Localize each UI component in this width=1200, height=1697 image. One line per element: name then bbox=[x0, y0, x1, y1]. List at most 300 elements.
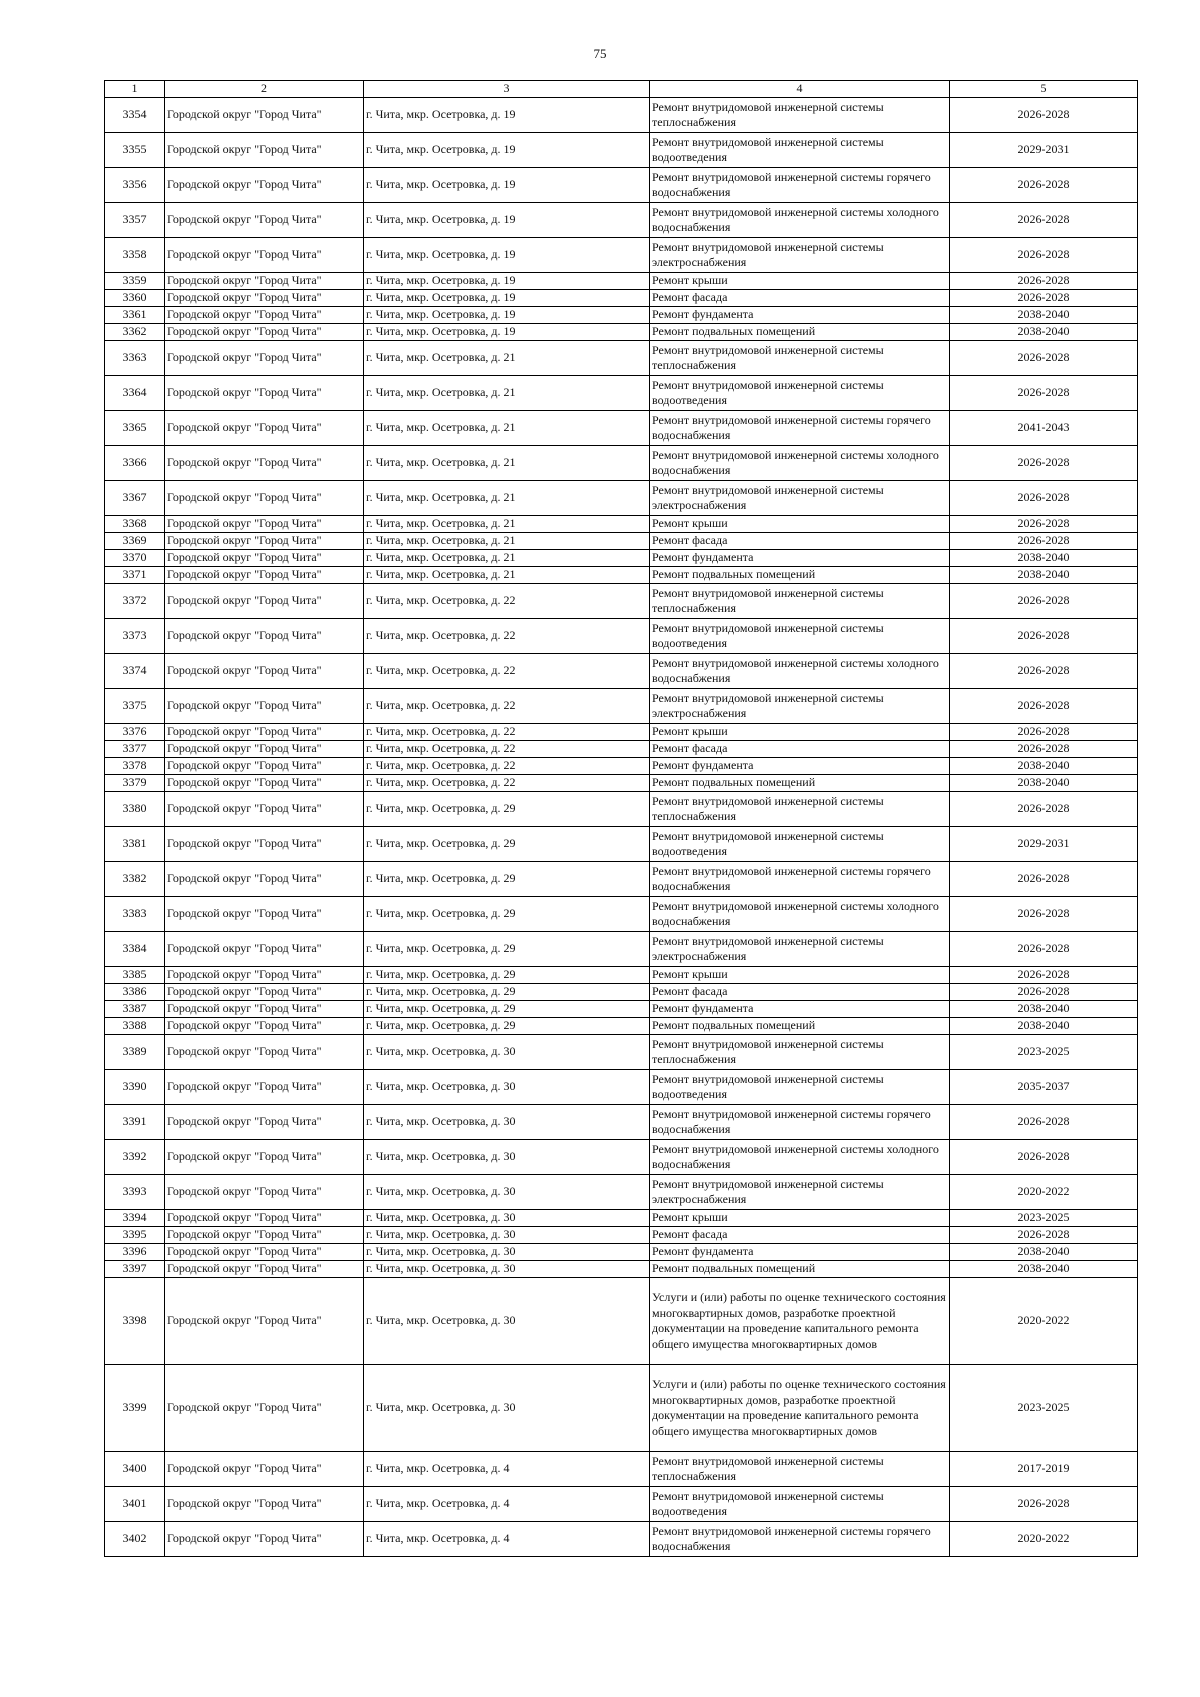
address-cell: г. Чита, мкр. Осетровка, д. 22 bbox=[364, 654, 650, 689]
row-number-cell: 3390 bbox=[105, 1070, 165, 1105]
table-row bbox=[105, 724, 1138, 741]
work-type-cell: Ремонт внутридомовой инженерной системы электроснабжения bbox=[650, 238, 950, 273]
address-cell: г. Чита, мкр. Осетровка, д. 30 bbox=[364, 1261, 650, 1278]
period-cell: 2026-2028 bbox=[950, 376, 1138, 411]
work-type-cell: Ремонт внутридомовой инженерной системы водоотведения bbox=[650, 619, 950, 654]
table-row bbox=[105, 689, 1138, 724]
row-number-cell: 3356 bbox=[105, 168, 165, 203]
period-cell: 2029-2031 bbox=[950, 133, 1138, 168]
period-cell: 2023-2025 bbox=[950, 1365, 1138, 1452]
work-type-cell: Ремонт подвальных помещений bbox=[650, 1261, 950, 1278]
address-cell: г. Чита, мкр. Осетровка, д. 21 bbox=[364, 533, 650, 550]
column-header-5: 5 bbox=[950, 81, 1138, 98]
municipality-cell: Городской округ "Город Чита" bbox=[165, 584, 364, 619]
address-cell: г. Чита, мкр. Осетровка, д. 19 bbox=[364, 98, 650, 133]
work-type-cell: Ремонт внутридомовой инженерной системы электроснабжения bbox=[650, 689, 950, 724]
table-row bbox=[105, 1210, 1138, 1227]
table-row bbox=[105, 290, 1138, 307]
work-type-cell: Ремонт внутридомовой инженерной системы водоотведения bbox=[650, 1070, 950, 1105]
period-cell: 2026-2028 bbox=[950, 168, 1138, 203]
row-number-cell: 3363 bbox=[105, 341, 165, 376]
period-cell: 2026-2028 bbox=[950, 238, 1138, 273]
row-number-cell: 3392 bbox=[105, 1140, 165, 1175]
address-cell: г. Чита, мкр. Осетровка, д. 22 bbox=[364, 775, 650, 792]
work-type-cell: Ремонт внутридомовой инженерной системы водоотведения bbox=[650, 827, 950, 862]
period-cell: 2026-2028 bbox=[950, 932, 1138, 967]
work-type-cell: Ремонт внутридомовой инженерной системы холодного водоснабжения bbox=[650, 654, 950, 689]
row-number-cell: 3355 bbox=[105, 133, 165, 168]
municipality-cell: Городской округ "Город Чита" bbox=[165, 689, 364, 724]
row-number-cell: 3367 bbox=[105, 481, 165, 516]
municipality-cell: Городской округ "Город Чита" bbox=[165, 341, 364, 376]
address-cell: г. Чита, мкр. Осетровка, д. 4 bbox=[364, 1487, 650, 1522]
table-header bbox=[105, 81, 1138, 98]
work-type-cell: Ремонт внутридомовой инженерной системы теплоснабжения bbox=[650, 1035, 950, 1070]
address-cell: г. Чита, мкр. Осетровка, д. 21 bbox=[364, 376, 650, 411]
period-cell: 2026-2028 bbox=[950, 273, 1138, 290]
municipality-cell: Городской округ "Город Чита" bbox=[165, 1035, 364, 1070]
address-cell: г. Чита, мкр. Осетровка, д. 21 bbox=[364, 411, 650, 446]
table-row bbox=[105, 1522, 1138, 1557]
work-type-cell: Ремонт внутридомовой инженерной системы теплоснабжения bbox=[650, 341, 950, 376]
work-type-cell: Ремонт фасада bbox=[650, 984, 950, 1001]
address-cell: г. Чита, мкр. Осетровка, д. 19 bbox=[364, 168, 650, 203]
address-cell: г. Чита, мкр. Осетровка, д. 29 bbox=[364, 932, 650, 967]
row-number-cell: 3401 bbox=[105, 1487, 165, 1522]
row-number-cell: 3361 bbox=[105, 307, 165, 324]
municipality-cell: Городской округ "Город Чита" bbox=[165, 862, 364, 897]
period-cell: 2038-2040 bbox=[950, 1018, 1138, 1035]
period-cell: 2026-2028 bbox=[950, 967, 1138, 984]
municipality-cell: Городской округ "Город Чита" bbox=[165, 1244, 364, 1261]
address-cell: г. Чита, мкр. Осетровка, д. 4 bbox=[364, 1452, 650, 1487]
row-number-cell: 3372 bbox=[105, 584, 165, 619]
period-cell: 2026-2028 bbox=[950, 724, 1138, 741]
register-table bbox=[104, 80, 1138, 1557]
table-row bbox=[105, 1175, 1138, 1210]
table-row bbox=[105, 1244, 1138, 1261]
municipality-cell: Городской округ "Город Чита" bbox=[165, 1227, 364, 1244]
table-row bbox=[105, 654, 1138, 689]
work-type-cell: Ремонт внутридомовой инженерной системы теплоснабжения bbox=[650, 584, 950, 619]
row-number-cell: 3373 bbox=[105, 619, 165, 654]
municipality-cell: Городской округ "Город Чита" bbox=[165, 1365, 364, 1452]
municipality-cell: Городской округ "Город Чита" bbox=[165, 1001, 364, 1018]
municipality-cell: Городской округ "Город Чита" bbox=[165, 98, 364, 133]
table-row bbox=[105, 584, 1138, 619]
table-row bbox=[105, 533, 1138, 550]
municipality-cell: Городской округ "Город Чита" bbox=[165, 1522, 364, 1557]
address-cell: г. Чита, мкр. Осетровка, д. 22 bbox=[364, 724, 650, 741]
table-row bbox=[105, 1452, 1138, 1487]
period-cell: 2026-2028 bbox=[950, 862, 1138, 897]
address-cell: г. Чита, мкр. Осетровка, д. 21 bbox=[364, 446, 650, 481]
table-row bbox=[105, 168, 1138, 203]
municipality-cell: Городской округ "Город Чита" bbox=[165, 1175, 364, 1210]
table-row bbox=[105, 550, 1138, 567]
row-number-cell: 3365 bbox=[105, 411, 165, 446]
period-cell: 2038-2040 bbox=[950, 307, 1138, 324]
row-number-cell: 3395 bbox=[105, 1227, 165, 1244]
table-row bbox=[105, 481, 1138, 516]
table-row bbox=[105, 792, 1138, 827]
table-row bbox=[105, 932, 1138, 967]
municipality-cell: Городской округ "Город Чита" bbox=[165, 567, 364, 584]
work-type-cell: Ремонт внутридомовой инженерной системы горячего водоснабжения bbox=[650, 1105, 950, 1140]
municipality-cell: Городской округ "Город Чита" bbox=[165, 533, 364, 550]
address-cell: г. Чита, мкр. Осетровка, д. 21 bbox=[364, 516, 650, 533]
table-row bbox=[105, 324, 1138, 341]
row-number-cell: 3354 bbox=[105, 98, 165, 133]
row-number-cell: 3379 bbox=[105, 775, 165, 792]
address-cell: г. Чита, мкр. Осетровка, д. 4 bbox=[364, 1522, 650, 1557]
municipality-cell: Городской округ "Город Чита" bbox=[165, 411, 364, 446]
municipality-cell: Городской округ "Город Чита" bbox=[165, 775, 364, 792]
table-row bbox=[105, 1365, 1138, 1452]
period-cell: 2026-2028 bbox=[950, 584, 1138, 619]
period-cell: 2038-2040 bbox=[950, 567, 1138, 584]
row-number-cell: 3371 bbox=[105, 567, 165, 584]
period-cell: 2026-2028 bbox=[950, 516, 1138, 533]
row-number-cell: 3383 bbox=[105, 897, 165, 932]
municipality-cell: Городской округ "Город Чита" bbox=[165, 724, 364, 741]
address-cell: г. Чита, мкр. Осетровка, д. 30 bbox=[364, 1365, 650, 1452]
work-type-cell: Ремонт фасада bbox=[650, 741, 950, 758]
period-cell: 2026-2028 bbox=[950, 98, 1138, 133]
municipality-cell: Городской округ "Город Чита" bbox=[165, 446, 364, 481]
work-type-cell: Ремонт крыши bbox=[650, 724, 950, 741]
column-header-4: 4 bbox=[650, 81, 950, 98]
work-type-cell: Ремонт фундамента bbox=[650, 1001, 950, 1018]
row-number-cell: 3386 bbox=[105, 984, 165, 1001]
municipality-cell: Городской округ "Город Чита" bbox=[165, 133, 364, 168]
municipality-cell: Городской округ "Город Чита" bbox=[165, 984, 364, 1001]
address-cell: г. Чита, мкр. Осетровка, д. 21 bbox=[364, 550, 650, 567]
table-row bbox=[105, 98, 1138, 133]
municipality-cell: Городской округ "Город Чита" bbox=[165, 1070, 364, 1105]
row-number-cell: 3380 bbox=[105, 792, 165, 827]
work-type-cell: Ремонт фасада bbox=[650, 533, 950, 550]
period-cell: 2026-2028 bbox=[950, 689, 1138, 724]
address-cell: г. Чита, мкр. Осетровка, д. 19 bbox=[364, 307, 650, 324]
row-number-cell: 3376 bbox=[105, 724, 165, 741]
address-cell: г. Чита, мкр. Осетровка, д. 21 bbox=[364, 341, 650, 376]
table-row bbox=[105, 273, 1138, 290]
row-number-cell: 3402 bbox=[105, 1522, 165, 1557]
work-type-cell: Ремонт внутридомовой инженерной системы теплоснабжения bbox=[650, 98, 950, 133]
table-row bbox=[105, 1140, 1138, 1175]
address-cell: г. Чита, мкр. Осетровка, д. 30 bbox=[364, 1227, 650, 1244]
period-cell: 2026-2028 bbox=[950, 792, 1138, 827]
period-cell: 2026-2028 bbox=[950, 290, 1138, 307]
address-cell: г. Чита, мкр. Осетровка, д. 29 bbox=[364, 1018, 650, 1035]
work-type-cell: Ремонт внутридомовой инженерной системы электроснабжения bbox=[650, 1175, 950, 1210]
work-type-cell: Ремонт фасада bbox=[650, 1227, 950, 1244]
municipality-cell: Городской округ "Город Чита" bbox=[165, 481, 364, 516]
municipality-cell: Городской округ "Город Чита" bbox=[165, 758, 364, 775]
work-type-cell: Ремонт внутридомовой инженерной системы горячего водоснабжения bbox=[650, 1522, 950, 1557]
address-cell: г. Чита, мкр. Осетровка, д. 29 bbox=[364, 827, 650, 862]
municipality-cell: Городской округ "Город Чита" bbox=[165, 1278, 364, 1365]
table-row bbox=[105, 238, 1138, 273]
table-row bbox=[105, 567, 1138, 584]
row-number-cell: 3385 bbox=[105, 967, 165, 984]
row-number-cell: 3399 bbox=[105, 1365, 165, 1452]
header-row bbox=[105, 81, 1138, 98]
work-type-cell: Ремонт подвальных помещений bbox=[650, 324, 950, 341]
row-number-cell: 3366 bbox=[105, 446, 165, 481]
municipality-cell: Городской округ "Город Чита" bbox=[165, 792, 364, 827]
municipality-cell: Городской округ "Город Чита" bbox=[165, 550, 364, 567]
row-number-cell: 3381 bbox=[105, 827, 165, 862]
work-type-cell: Ремонт внутридомовой инженерной системы электроснабжения bbox=[650, 932, 950, 967]
table-row bbox=[105, 827, 1138, 862]
address-cell: г. Чита, мкр. Осетровка, д. 19 bbox=[364, 324, 650, 341]
table-row bbox=[105, 1105, 1138, 1140]
period-cell: 2029-2031 bbox=[950, 827, 1138, 862]
address-cell: г. Чита, мкр. Осетровка, д. 30 bbox=[364, 1140, 650, 1175]
municipality-cell: Городской округ "Город Чита" bbox=[165, 307, 364, 324]
municipality-cell: Городской округ "Город Чита" bbox=[165, 376, 364, 411]
period-cell: 2038-2040 bbox=[950, 550, 1138, 567]
period-cell: 2026-2028 bbox=[950, 1140, 1138, 1175]
table-row bbox=[105, 203, 1138, 238]
period-cell: 2038-2040 bbox=[950, 324, 1138, 341]
period-cell: 2017-2019 bbox=[950, 1452, 1138, 1487]
row-number-cell: 3358 bbox=[105, 238, 165, 273]
period-cell: 2026-2028 bbox=[950, 341, 1138, 376]
address-cell: г. Чита, мкр. Осетровка, д. 21 bbox=[364, 481, 650, 516]
municipality-cell: Городской округ "Город Чита" bbox=[165, 203, 364, 238]
period-cell: 2026-2028 bbox=[950, 1487, 1138, 1522]
table-row bbox=[105, 1487, 1138, 1522]
table-row bbox=[105, 775, 1138, 792]
row-number-cell: 3378 bbox=[105, 758, 165, 775]
table-row bbox=[105, 516, 1138, 533]
row-number-cell: 3369 bbox=[105, 533, 165, 550]
period-cell: 2020-2022 bbox=[950, 1522, 1138, 1557]
row-number-cell: 3388 bbox=[105, 1018, 165, 1035]
table-row bbox=[105, 1227, 1138, 1244]
work-type-cell: Ремонт внутридомовой инженерной системы водоотведения bbox=[650, 376, 950, 411]
address-cell: г. Чита, мкр. Осетровка, д. 30 bbox=[364, 1105, 650, 1140]
address-cell: г. Чита, мкр. Осетровка, д. 22 bbox=[364, 584, 650, 619]
address-cell: г. Чита, мкр. Осетровка, д. 21 bbox=[364, 567, 650, 584]
municipality-cell: Городской округ "Город Чита" bbox=[165, 1210, 364, 1227]
address-cell: г. Чита, мкр. Осетровка, д. 29 bbox=[364, 967, 650, 984]
row-number-cell: 3382 bbox=[105, 862, 165, 897]
municipality-cell: Городской округ "Город Чита" bbox=[165, 290, 364, 307]
address-cell: г. Чита, мкр. Осетровка, д. 29 bbox=[364, 792, 650, 827]
municipality-cell: Городской округ "Город Чита" bbox=[165, 516, 364, 533]
municipality-cell: Городской округ "Город Чита" bbox=[165, 1261, 364, 1278]
table-row bbox=[105, 1035, 1138, 1070]
row-number-cell: 3394 bbox=[105, 1210, 165, 1227]
column-header-2: 2 bbox=[165, 81, 364, 98]
work-type-cell: Ремонт крыши bbox=[650, 273, 950, 290]
municipality-cell: Городской округ "Город Чита" bbox=[165, 932, 364, 967]
address-cell: г. Чита, мкр. Осетровка, д. 22 bbox=[364, 758, 650, 775]
work-type-cell: Услуги и (или) работы по оценке технического состояния многоквартирных домов, разработке проектной документации на проведение капитального ремонта общего имущества многоквартирных домов bbox=[650, 1278, 950, 1365]
table-row bbox=[105, 897, 1138, 932]
work-type-cell: Ремонт внутридомовой инженерной системы холодного водоснабжения bbox=[650, 446, 950, 481]
row-number-cell: 3396 bbox=[105, 1244, 165, 1261]
municipality-cell: Городской округ "Город Чита" bbox=[165, 238, 364, 273]
work-type-cell: Услуги и (или) работы по оценке технического состояния многоквартирных домов, разработке проектной документации на проведение капитального ремонта общего имущества многоквартирных домов bbox=[650, 1365, 950, 1452]
municipality-cell: Городской округ "Город Чита" bbox=[165, 1105, 364, 1140]
municipality-cell: Городской округ "Город Чита" bbox=[165, 168, 364, 203]
row-number-cell: 3387 bbox=[105, 1001, 165, 1018]
period-cell: 2041-2043 bbox=[950, 411, 1138, 446]
table-row bbox=[105, 1261, 1138, 1278]
municipality-cell: Городской округ "Город Чита" bbox=[165, 324, 364, 341]
table-row bbox=[105, 1018, 1138, 1035]
work-type-cell: Ремонт подвальных помещений bbox=[650, 775, 950, 792]
work-type-cell: Ремонт внутридомовой инженерной системы холодного водоснабжения bbox=[650, 897, 950, 932]
row-number-cell: 3389 bbox=[105, 1035, 165, 1070]
work-type-cell: Ремонт внутридомовой инженерной системы горячего водоснабжения bbox=[650, 168, 950, 203]
municipality-cell: Городской округ "Город Чита" bbox=[165, 1487, 364, 1522]
row-number-cell: 3368 bbox=[105, 516, 165, 533]
period-cell: 2026-2028 bbox=[950, 533, 1138, 550]
municipality-cell: Городской округ "Город Чита" bbox=[165, 741, 364, 758]
address-cell: г. Чита, мкр. Осетровка, д. 30 bbox=[364, 1035, 650, 1070]
table-row bbox=[105, 758, 1138, 775]
table-row bbox=[105, 133, 1138, 168]
period-cell: 2023-2025 bbox=[950, 1035, 1138, 1070]
period-cell: 2038-2040 bbox=[950, 1001, 1138, 1018]
municipality-cell: Городской округ "Город Чита" bbox=[165, 273, 364, 290]
row-number-cell: 3398 bbox=[105, 1278, 165, 1365]
work-type-cell: Ремонт крыши bbox=[650, 516, 950, 533]
municipality-cell: Городской округ "Город Чита" bbox=[165, 619, 364, 654]
municipality-cell: Городской округ "Город Чита" bbox=[165, 1140, 364, 1175]
period-cell: 2026-2028 bbox=[950, 897, 1138, 932]
address-cell: г. Чита, мкр. Осетровка, д. 19 bbox=[364, 273, 650, 290]
row-number-cell: 3391 bbox=[105, 1105, 165, 1140]
row-number-cell: 3393 bbox=[105, 1175, 165, 1210]
address-cell: г. Чита, мкр. Осетровка, д. 30 bbox=[364, 1244, 650, 1261]
address-cell: г. Чита, мкр. Осетровка, д. 29 bbox=[364, 862, 650, 897]
work-type-cell: Ремонт внутридомовой инженерной системы водоотведения bbox=[650, 133, 950, 168]
period-cell: 2038-2040 bbox=[950, 1244, 1138, 1261]
table-row bbox=[105, 619, 1138, 654]
row-number-cell: 3364 bbox=[105, 376, 165, 411]
page-number: 75 bbox=[593, 46, 607, 61]
period-cell: 2020-2022 bbox=[950, 1175, 1138, 1210]
municipality-cell: Городской округ "Город Чита" bbox=[165, 827, 364, 862]
period-cell: 2020-2022 bbox=[950, 1278, 1138, 1365]
address-cell: г. Чита, мкр. Осетровка, д. 22 bbox=[364, 741, 650, 758]
address-cell: г. Чита, мкр. Осетровка, д. 19 bbox=[364, 203, 650, 238]
work-type-cell: Ремонт внутридомовой инженерной системы теплоснабжения bbox=[650, 1452, 950, 1487]
period-cell: 2038-2040 bbox=[950, 775, 1138, 792]
period-cell: 2038-2040 bbox=[950, 758, 1138, 775]
work-type-cell: Ремонт внутридомовой инженерной системы холодного водоснабжения bbox=[650, 203, 950, 238]
row-number-cell: 3360 bbox=[105, 290, 165, 307]
row-number-cell: 3362 bbox=[105, 324, 165, 341]
period-cell: 2026-2028 bbox=[950, 619, 1138, 654]
row-number-cell: 3374 bbox=[105, 654, 165, 689]
work-type-cell: Ремонт подвальных помещений bbox=[650, 567, 950, 584]
table-row bbox=[105, 446, 1138, 481]
row-number-cell: 3359 bbox=[105, 273, 165, 290]
address-cell: г. Чита, мкр. Осетровка, д. 22 bbox=[364, 619, 650, 654]
table-row bbox=[105, 967, 1138, 984]
address-cell: г. Чита, мкр. Осетровка, д. 30 bbox=[364, 1210, 650, 1227]
period-cell: 2035-2037 bbox=[950, 1070, 1138, 1105]
period-cell: 2026-2028 bbox=[950, 481, 1138, 516]
work-type-cell: Ремонт фасада bbox=[650, 290, 950, 307]
address-cell: г. Чита, мкр. Осетровка, д. 29 bbox=[364, 1001, 650, 1018]
municipality-cell: Городской округ "Город Чита" bbox=[165, 897, 364, 932]
address-cell: г. Чита, мкр. Осетровка, д. 22 bbox=[364, 689, 650, 724]
work-type-cell: Ремонт внутридомовой инженерной системы водоотведения bbox=[650, 1487, 950, 1522]
municipality-cell: Городской округ "Город Чита" bbox=[165, 654, 364, 689]
work-type-cell: Ремонт внутридомовой инженерной системы холодного водоснабжения bbox=[650, 1140, 950, 1175]
municipality-cell: Городской округ "Город Чита" bbox=[165, 1452, 364, 1487]
work-type-cell: Ремонт крыши bbox=[650, 1210, 950, 1227]
address-cell: г. Чита, мкр. Осетровка, д. 19 bbox=[364, 133, 650, 168]
table-row bbox=[105, 984, 1138, 1001]
table-row bbox=[105, 376, 1138, 411]
row-number-cell: 3384 bbox=[105, 932, 165, 967]
period-cell: 2023-2025 bbox=[950, 1210, 1138, 1227]
row-number-cell: 3375 bbox=[105, 689, 165, 724]
work-type-cell: Ремонт внутридомовой инженерной системы горячего водоснабжения bbox=[650, 411, 950, 446]
period-cell: 2026-2028 bbox=[950, 984, 1138, 1001]
period-cell: 2038-2040 bbox=[950, 1261, 1138, 1278]
column-header-1: 1 bbox=[105, 81, 165, 98]
period-cell: 2026-2028 bbox=[950, 446, 1138, 481]
table-row bbox=[105, 1070, 1138, 1105]
row-number-cell: 3370 bbox=[105, 550, 165, 567]
municipality-cell: Городской округ "Город Чита" bbox=[165, 1018, 364, 1035]
table-row bbox=[105, 1278, 1138, 1365]
row-number-cell: 3397 bbox=[105, 1261, 165, 1278]
table-row bbox=[105, 411, 1138, 446]
period-cell: 2026-2028 bbox=[950, 654, 1138, 689]
work-type-cell: Ремонт крыши bbox=[650, 967, 950, 984]
table-row bbox=[105, 862, 1138, 897]
table-row bbox=[105, 307, 1138, 324]
work-type-cell: Ремонт фундамента bbox=[650, 1244, 950, 1261]
row-number-cell: 3400 bbox=[105, 1452, 165, 1487]
row-number-cell: 3377 bbox=[105, 741, 165, 758]
column-header-3: 3 bbox=[364, 81, 650, 98]
municipality-cell: Городской округ "Город Чита" bbox=[165, 967, 364, 984]
work-type-cell: Ремонт фундамента bbox=[650, 758, 950, 775]
address-cell: г. Чита, мкр. Осетровка, д. 30 bbox=[364, 1070, 650, 1105]
address-cell: г. Чита, мкр. Осетровка, д. 19 bbox=[364, 290, 650, 307]
address-cell: г. Чита, мкр. Осетровка, д. 29 bbox=[364, 897, 650, 932]
work-type-cell: Ремонт фундамента bbox=[650, 307, 950, 324]
period-cell: 2026-2028 bbox=[950, 741, 1138, 758]
table-body bbox=[105, 98, 1138, 1557]
period-cell: 2026-2028 bbox=[950, 1105, 1138, 1140]
work-type-cell: Ремонт внутридомовой инженерной системы электроснабжения bbox=[650, 481, 950, 516]
address-cell: г. Чита, мкр. Осетровка, д. 30 bbox=[364, 1175, 650, 1210]
work-type-cell: Ремонт фундамента bbox=[650, 550, 950, 567]
address-cell: г. Чита, мкр. Осетровка, д. 29 bbox=[364, 984, 650, 1001]
address-cell: г. Чита, мкр. Осетровка, д. 30 bbox=[364, 1278, 650, 1365]
table-row bbox=[105, 1001, 1138, 1018]
work-type-cell: Ремонт внутридомовой инженерной системы горячего водоснабжения bbox=[650, 862, 950, 897]
address-cell: г. Чита, мкр. Осетровка, д. 19 bbox=[364, 238, 650, 273]
period-cell: 2026-2028 bbox=[950, 203, 1138, 238]
row-number-cell: 3357 bbox=[105, 203, 165, 238]
period-cell: 2026-2028 bbox=[950, 1227, 1138, 1244]
